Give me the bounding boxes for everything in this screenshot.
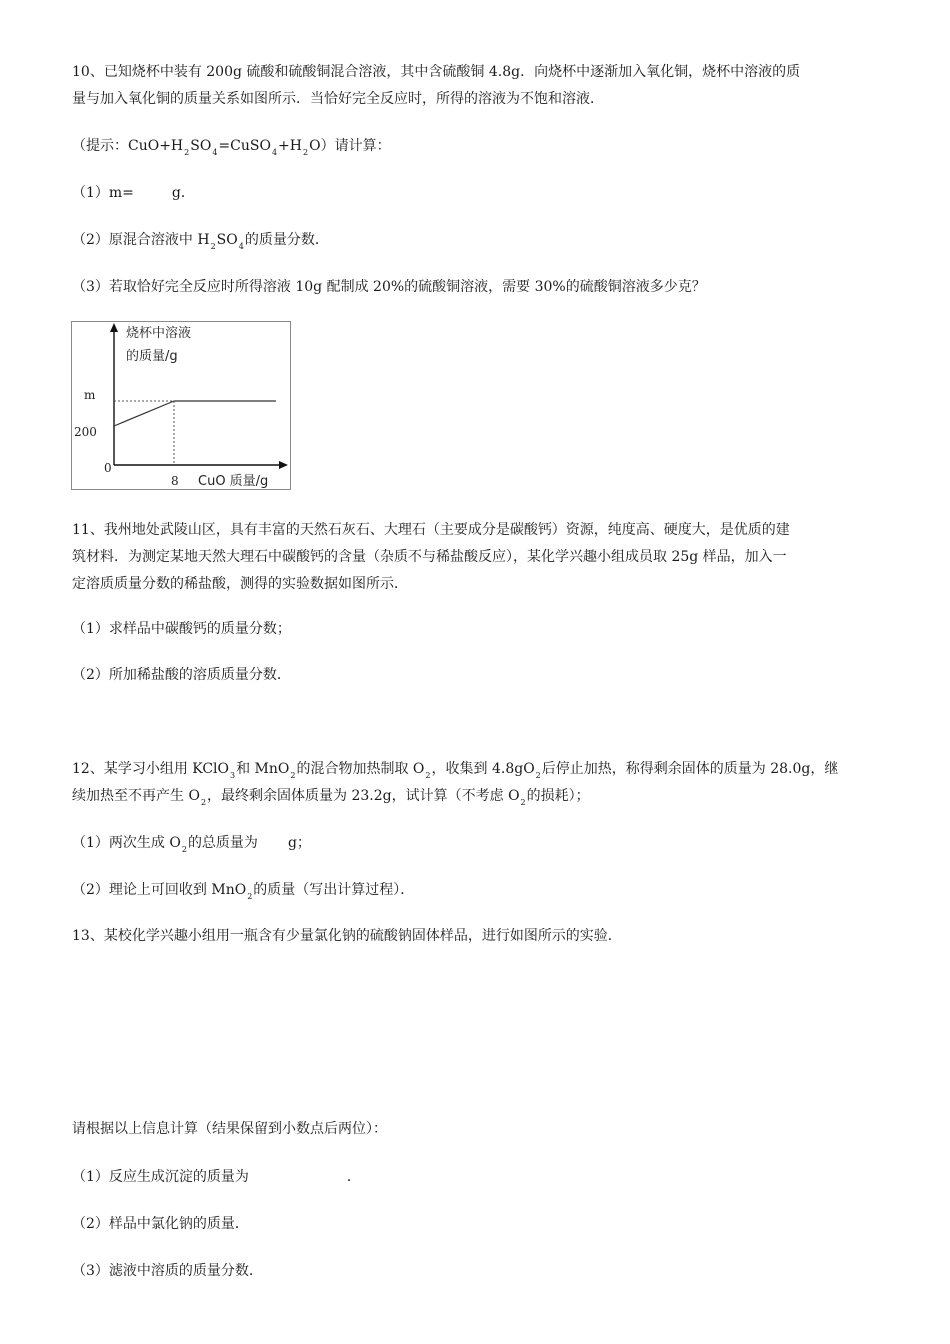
part-text: （2）原混合溶液中 H xyxy=(72,232,210,248)
part-text: （1）两次生成 O xyxy=(72,835,181,851)
q12-text: ，收集到 4.8gO xyxy=(431,761,535,777)
y-tick-origin: 0 xyxy=(104,461,112,475)
q12-text: ，最终剩余固体质量为 23.2g，试计算（不考虑 O xyxy=(207,788,520,804)
q12-text: 12、某学习小组用 KClO xyxy=(72,761,230,777)
subscript: 4 xyxy=(271,148,278,157)
part-text: （1）m= xyxy=(72,185,134,201)
q10-part1 xyxy=(72,184,195,202)
q11-part2: （2）所加稀盐酸的溶质质量分数． xyxy=(72,667,291,683)
subscript: 2 xyxy=(210,242,216,251)
part-text: 的质量（写出计算过程）． xyxy=(253,882,415,898)
q11-line3: 定溶质质量分数的稀盐酸，测得的实验数据如图所示． xyxy=(72,576,408,592)
q12-part1 xyxy=(72,834,311,859)
y-axis-label-line1: 烧杯中溶液 xyxy=(126,326,192,341)
hint-text: +H xyxy=(278,138,302,154)
part-text: （2）理论上可回收到 MnO xyxy=(72,882,247,898)
q13-part2: （2）样品中氯化钠的质量． xyxy=(72,1216,249,1232)
part-text: 的质量分数． xyxy=(244,232,329,248)
subscript: 2 xyxy=(184,148,190,157)
q12-part2 xyxy=(72,881,414,906)
subscript: 2 xyxy=(520,798,526,807)
x-axis-arrow-icon xyxy=(279,461,288,469)
q11-part1: （1）求样品中碳酸钙的质量分数； xyxy=(72,621,291,637)
subscript: 2 xyxy=(425,771,431,780)
subscript: 3 xyxy=(230,771,236,780)
hint-text: （提示：CuO+H xyxy=(72,138,184,154)
subscript: 2 xyxy=(200,798,207,807)
subscript: 2 xyxy=(303,148,309,157)
part-text: （1）反应生成沉淀的质量为 xyxy=(72,1169,249,1185)
part-text: SO xyxy=(216,232,238,248)
q13-part3: （3）滤液中溶质的质量分数． xyxy=(72,1263,263,1279)
chart-svg xyxy=(72,322,290,489)
q11-line1: 11、我州地处武陵山区，具有丰富的天然石灰石、大理石（主要成分是碳酸钙）资源，纯度高、硬度大，是优质的建 xyxy=(72,522,790,538)
part-text: 的总质量为 xyxy=(187,835,258,851)
subscript: 2 xyxy=(290,771,296,780)
q10-line2: 量与加入氧化铜的质量关系如图所示．当恰好完全反应时，所得的溶液为不饱和溶液． xyxy=(72,91,604,107)
q12-line2 xyxy=(72,787,590,812)
series-line-rising xyxy=(114,401,174,426)
q12-line1 xyxy=(72,760,838,785)
y-axis-arrow-icon xyxy=(110,323,118,332)
q10-part2 xyxy=(72,231,329,256)
y-tick-m: m xyxy=(84,388,96,402)
part-text: g； xyxy=(287,835,311,851)
q12-text: 的损耗）； xyxy=(526,788,590,804)
subscript: 2 xyxy=(247,892,253,901)
q10-chart xyxy=(71,321,291,490)
hint-text: O）请计算： xyxy=(309,138,391,154)
subscript: 2 xyxy=(181,845,187,854)
hint-text: SO xyxy=(190,138,212,154)
q10-hint xyxy=(72,137,391,162)
subscript: 4 xyxy=(212,148,218,157)
q13-intro: 请根据以上信息计算（结果保留到小数点后两位）： xyxy=(72,1121,387,1137)
q13-line1: 13、某校化学兴趣小组用一瓶含有少量氯化钠的硫酸钠固体样品，进行如图所示的实验． xyxy=(72,928,622,944)
part-text: ． xyxy=(346,1169,361,1185)
q13-part1 xyxy=(72,1168,361,1186)
y-tick-200: 200 xyxy=(74,425,97,439)
q12-text: 后停止加热，称得剩余固体的质量为 28.0g，继 xyxy=(541,761,839,777)
x-tick-8: 8 xyxy=(171,474,179,488)
q12-text: 续加热至不再产生 O xyxy=(72,788,200,804)
q10-part3: （3）若取恰好完全反应时所得溶液 10g 配制成 20%的硫酸铜溶液，需要 30%的硫酸铜溶液多少克？ xyxy=(72,279,706,295)
part-text: g． xyxy=(171,185,195,201)
q12-text: 和 MnO xyxy=(236,761,290,777)
subscript: 4 xyxy=(238,242,244,251)
subscript: 2 xyxy=(535,771,541,780)
q12-text: 的混合物加热制取 O xyxy=(296,761,425,777)
hint-text: =CuSO xyxy=(218,138,271,154)
x-axis-label: CuO 质量/g xyxy=(198,474,269,489)
q10-line1: 10、已知烧杯中装有 200g 硫酸和硫酸铜混合溶液，其中含硫酸铜 4.8g．向烧杯中逐渐加入氧化铜，烧杯中溶液的质 xyxy=(72,64,801,80)
y-axis-label-line2: 的质量/g xyxy=(126,349,178,364)
q11-line2: 筑材料．为测定某地天然大理石中碳酸钙的含量（杂质不与稀盐酸反应），某化学兴趣小组成员取 25g 样品，加入一 xyxy=(72,549,787,565)
